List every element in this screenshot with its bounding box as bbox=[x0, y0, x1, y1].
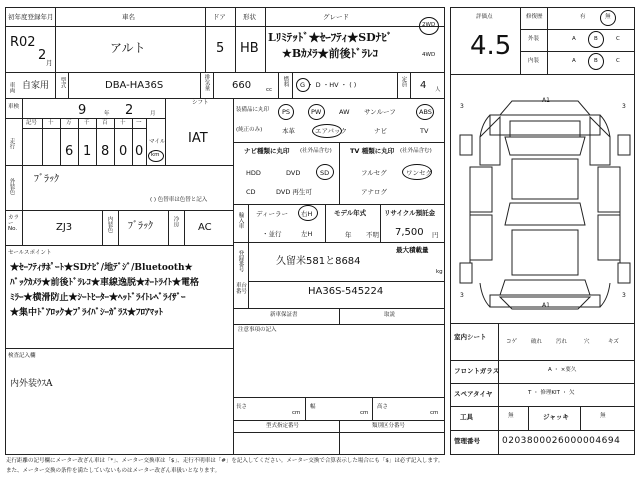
mileage-col-100k: 十 bbox=[48, 120, 54, 126]
inspection-month: 2 bbox=[125, 103, 134, 118]
diagram-a1-top: A1 bbox=[542, 97, 550, 104]
diagram-mark-tr: 3 bbox=[622, 103, 626, 110]
ac-label: 冷房 bbox=[172, 216, 179, 227]
equipment-sunroof: サンルーフ bbox=[364, 108, 396, 116]
capacity-label: 定員 bbox=[400, 76, 407, 87]
color-label: 外装色 bbox=[8, 178, 15, 195]
import-parallel: ・並行 bbox=[262, 230, 282, 238]
displacement-label: 排気量 bbox=[203, 74, 210, 91]
model-year-unit: 年 bbox=[345, 231, 352, 239]
registration-value: 久留米581と8684 bbox=[276, 256, 361, 267]
ac: AC bbox=[198, 222, 212, 233]
exterior-grade-a: A bbox=[572, 36, 576, 42]
interior-color-label: 内装色 bbox=[106, 216, 113, 233]
category-label: 類別区分番号 bbox=[372, 423, 406, 429]
sales-point-line1: ★ｾｰﾌﾃｨｻﾎﾟｰﾄ★SDﾅﾋﾞ/地ﾃﾞｼﾞ/Bluetooth★ bbox=[10, 263, 193, 273]
interior-sheet-label: 室内シート bbox=[454, 333, 487, 341]
repair-label: 修復歴 bbox=[526, 14, 543, 20]
height-unit: cm bbox=[430, 410, 439, 416]
drive-2wd: 2WD bbox=[422, 22, 436, 28]
front-glass-label: フロントガラス bbox=[454, 367, 500, 375]
import-right-handle: 右H bbox=[301, 210, 313, 218]
repair-no: 無 bbox=[605, 14, 611, 20]
mileage-col-symbol: 記号 bbox=[26, 120, 38, 126]
mileage-col-1: 一 bbox=[136, 120, 142, 126]
interior-sheet-dirt: 汚れ bbox=[556, 339, 568, 345]
mileage-digit-1k-place: 1 bbox=[83, 144, 92, 159]
import-dealer: ディーラー bbox=[256, 210, 288, 218]
length-label: 長さ bbox=[236, 404, 248, 410]
reg-year: R02 bbox=[10, 35, 36, 50]
month-unit: 月 bbox=[46, 59, 53, 67]
color-code-label: カラーNo. bbox=[8, 215, 20, 232]
equipment-pw: PW bbox=[311, 108, 322, 116]
interior-sheet-hole: 穴 bbox=[584, 339, 590, 345]
interior-grade-b: B bbox=[594, 58, 598, 64]
mileage-col-100: 百 bbox=[102, 120, 108, 126]
kg-unit: kg bbox=[436, 269, 443, 275]
equipment-aw: AW bbox=[339, 108, 350, 116]
sales-point-line3: ﾐﾗｰ★横滑防止★ｼｰﾄﾋｰﾀｰ★ﾍｯﾄﾞﾗｲﾄﾚﾍﾞﾗｲｻﾞｰ bbox=[10, 293, 186, 303]
navi-sd: SD bbox=[320, 169, 330, 177]
first-reg-label: 初年度登録年月 bbox=[8, 13, 54, 21]
height-label: 高さ bbox=[377, 404, 389, 410]
form-number-label: 型式指定番号 bbox=[266, 423, 300, 429]
shift-label: シフト bbox=[192, 100, 209, 106]
tv-analog: アナログ bbox=[361, 188, 387, 196]
interior-grade-a: A bbox=[572, 58, 576, 64]
km-label: km bbox=[151, 152, 160, 158]
interior-sheet-koge: コゲ bbox=[506, 339, 518, 345]
registration-label: 登録番号 bbox=[237, 250, 244, 272]
front-glass-value: A ・ ×要久 bbox=[548, 367, 577, 373]
diagram-mark-bl: 3 bbox=[460, 292, 464, 299]
navi-label: ナビ種類に丸印 bbox=[244, 147, 290, 155]
tools-value: 無 bbox=[508, 413, 514, 419]
grade-label: グレード bbox=[323, 13, 349, 21]
doors: 5 bbox=[216, 41, 225, 56]
mileage-digit-10k-place: 6 bbox=[65, 144, 74, 159]
capacity: 4 bbox=[420, 80, 427, 91]
model-year-unknown: 不明 bbox=[366, 231, 379, 239]
interior-sheet-tear: 破れ bbox=[531, 339, 543, 345]
exterior-grade-b: B bbox=[594, 36, 598, 42]
navi-hdd: HDD bbox=[246, 169, 261, 177]
equipment-abs: ABS bbox=[419, 108, 432, 116]
navi-sub: (社外品含む) bbox=[300, 148, 332, 154]
diagram-mark-br: 3 bbox=[622, 292, 626, 299]
recycle-amount: 7,500 bbox=[395, 227, 424, 238]
diagram-a1-bottom: A1 bbox=[542, 302, 550, 309]
displacement: 660 bbox=[232, 80, 252, 91]
navi-cd: CD bbox=[246, 188, 256, 196]
grade-line2: ★Bｶﾒﾗ★前後ﾄﾞﾗﾚｺ bbox=[282, 47, 379, 60]
door-label: ドア bbox=[213, 13, 226, 21]
model: DBA-HA36S bbox=[105, 80, 164, 91]
mileage-label: 走行 bbox=[8, 138, 15, 149]
management-value: 0203800026000004694 bbox=[502, 436, 621, 446]
usage-label: 車両 bbox=[8, 82, 15, 93]
color-code: ZJ3 bbox=[56, 222, 73, 233]
width-unit: cm bbox=[360, 410, 369, 416]
navi-dvd: DVD bbox=[286, 169, 301, 177]
equipment-sub: (純正のみ) bbox=[236, 127, 263, 133]
interior-sheet-scratch: キズ bbox=[608, 339, 619, 345]
jack-label: ジャッキ bbox=[543, 413, 569, 421]
footer-line2: また、メーター交換の条件を満たしていないものはメーター改ざん車扱いとなります。 bbox=[6, 468, 221, 474]
new-car-warranty: 新車保証書 bbox=[270, 312, 298, 318]
sales-point-line2: ﾊﾞｯｸｶﾒﾗ★前後ﾄﾞﾗﾚｺ★車線逸脱★ｵｰﾄﾗｲﾄ★電格 bbox=[10, 278, 200, 288]
mile-label: マイル bbox=[149, 139, 166, 145]
equipment-airbag: エアバック bbox=[315, 127, 347, 135]
shape: HB bbox=[240, 41, 259, 56]
width-label: 幅 bbox=[310, 404, 316, 410]
exterior-grade-c: C bbox=[616, 36, 620, 42]
chassis-value: HA36S-545224 bbox=[308, 286, 384, 297]
equipment-tv: TV bbox=[420, 127, 429, 135]
spare-tire-label: スペアタイヤ bbox=[454, 390, 493, 398]
mileage-digit-1-place: 0 bbox=[135, 144, 144, 159]
tv-sub: (社外品含む) bbox=[400, 148, 432, 154]
tools-label: 工具 bbox=[460, 413, 473, 421]
person-unit: 人 bbox=[435, 87, 441, 93]
length-unit: cm bbox=[292, 410, 301, 416]
score-label: 評価点 bbox=[476, 14, 493, 20]
import-label: 輸入車 bbox=[237, 212, 244, 229]
shift: IAT bbox=[188, 131, 208, 146]
diagram-mark-tl: 3 bbox=[460, 103, 464, 110]
navi-dvd-play: DVD 再生可 bbox=[276, 188, 312, 196]
interior-grade-c: C bbox=[616, 58, 620, 64]
color-note: ( ) 色替車は色替と記入 bbox=[150, 197, 208, 203]
model-label: 型式 bbox=[59, 77, 66, 88]
cc-unit: cc bbox=[266, 87, 273, 93]
inspection-year-unit: 年 bbox=[104, 111, 110, 117]
car-damage-diagram bbox=[450, 75, 635, 323]
exterior-color: ﾌﾞﾗｯｸ bbox=[34, 174, 59, 185]
manual: 取説 bbox=[384, 312, 396, 318]
fuel-label: 燃料 bbox=[282, 76, 289, 87]
equipment-ps: PS bbox=[282, 108, 291, 116]
model-year-label: モデル年式 bbox=[334, 209, 367, 217]
inspector-note: 内外装ｳｽA bbox=[10, 379, 53, 389]
grade-line1: Lﾘﾐﾃｯﾄﾞ★ｾｰﾌﾃｨ★SDﾅﾋﾞ bbox=[268, 31, 393, 44]
inspection-month-unit: 月 bbox=[150, 111, 156, 117]
spare-tire-value: T ・ 修理KIT ・ 欠 bbox=[528, 390, 575, 396]
mileage-digit-10-place: 0 bbox=[119, 144, 128, 159]
reg-month: 2 bbox=[38, 48, 47, 63]
chassis-label: 車台番号 bbox=[236, 283, 248, 295]
mileage-digit-100-place: 8 bbox=[101, 144, 110, 159]
interior-label: 内装 bbox=[528, 58, 540, 64]
jack-value: 無 bbox=[600, 413, 606, 419]
sales-point-label: セールスポイント bbox=[8, 250, 52, 256]
management-label: 管理番号 bbox=[454, 437, 480, 445]
max-load-label: 最大積載量 bbox=[396, 246, 429, 254]
inspector-label: 検査記入欄 bbox=[8, 353, 36, 359]
mileage-col-10k: 万 bbox=[66, 120, 72, 126]
fuel-options: G ・ D ・HV ・ ( ) bbox=[300, 81, 357, 89]
recycle-label: リサイクル預託金 bbox=[384, 209, 436, 217]
car-name-label: 車名 bbox=[122, 13, 135, 21]
equipment-navi: ナビ bbox=[374, 127, 387, 135]
import-left-handle: 左H bbox=[301, 230, 313, 238]
usage: 自家用 bbox=[22, 81, 50, 91]
inspection-year: 9 bbox=[78, 103, 87, 118]
notes-label: 注意事項の記入 bbox=[238, 327, 277, 333]
tv-oneseg: ワンセグ bbox=[406, 169, 432, 177]
equipment-label: 装備品に丸印 bbox=[236, 107, 270, 113]
mileage-col-10: 十 bbox=[120, 120, 126, 126]
tv-label: TV 種類に丸印 bbox=[350, 147, 395, 155]
footer-line1: 走行距離の記号欄にメーター改ざん車は「*」、メーター交換車は「$」、走行不明車は「#」を記入してください。メーター交換で合算表示した場合にも「$」は必ず記入します。 bbox=[6, 458, 444, 464]
car-name: アルト bbox=[110, 41, 146, 55]
mileage-col-1k: 千 bbox=[84, 120, 90, 126]
inspection-label: 車検 bbox=[8, 104, 20, 110]
drive-4wd: 4WD bbox=[422, 52, 436, 58]
score: 4.5 bbox=[470, 31, 512, 61]
repair-yes: 有 bbox=[580, 14, 586, 20]
yen-unit: 円 bbox=[432, 231, 439, 239]
shape-label: 形状 bbox=[243, 13, 256, 21]
sales-point-line4: ★集中ﾄﾞｱﾛｯｸ★ﾌﾟﾗｲﾊﾞｼｰｶﾞﾗｽ★ﾌﾛｱﾏｯﾄ bbox=[10, 308, 164, 318]
exterior-label: 外装 bbox=[528, 36, 540, 42]
interior-color: ﾌﾞﾗｯｸ bbox=[128, 221, 153, 232]
tv-fullseg: フルセグ bbox=[361, 169, 387, 177]
equipment-leather: 本革 bbox=[282, 127, 295, 135]
